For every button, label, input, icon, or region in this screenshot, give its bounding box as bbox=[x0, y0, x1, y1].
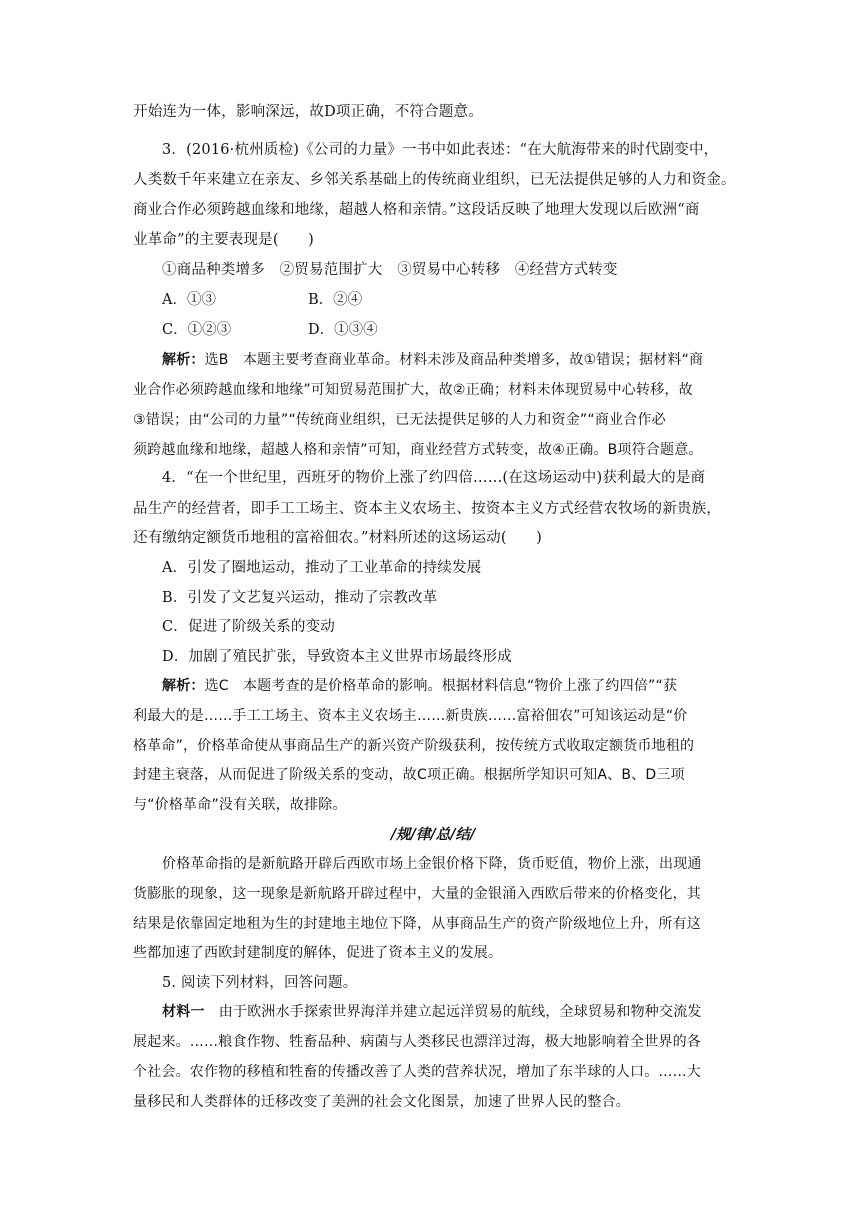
q4-analysis-text: 选C 本题考查的是价格革命的影响。根据材料信息“物价上涨了约四倍”“获 bbox=[204, 678, 678, 694]
q4-option-a: A．引发了圈地运动，推动了工业革命的持续发展 bbox=[162, 560, 482, 576]
q4-stem-line3: 还有缴纳定额货币地租的富裕佃农。”材料所述的这场运动( ) bbox=[133, 530, 542, 546]
q4-analysis-line2: 利最大的是……手工工场主、资本主义农场主……新贵族……富裕佃农”可知该运动是“价 bbox=[133, 708, 688, 724]
q3-stem-line2: 人类数千年来建立在亲友、乡邻关系基础上的传统商业组织，已无法提供足够的人力和资金。 bbox=[133, 172, 736, 188]
q3-analysis-line1 bbox=[162, 350, 733, 370]
q4-stem-line1: 4．“在一个世纪里，西班牙的物价上涨了约四倍……(在这场运动中)获利最大的是商 bbox=[162, 470, 706, 486]
summary-line3: 结果是依靠固定地租为生的封建地主地位下降，从事商品生产的资产阶级地位上升，所有这 bbox=[133, 916, 701, 932]
q5-material-line3: 个社会。农作物的移植和牲畜的传播改善了人类的营养状况，增加了东半球的人口。……大 bbox=[133, 1064, 701, 1080]
q4-option-b: B．引发了文艺复兴运动，推动了宗教改革 bbox=[162, 590, 438, 606]
q3-option-d: D．①③④ bbox=[308, 322, 378, 338]
q2-tail-text: 开始连为一体，影响深远，故D项正确，不符合题意。 bbox=[133, 104, 483, 120]
q3-items: ①商品种类增多 ②贸易范围扩大 ③贸易中心转移 ④经营方式转变 bbox=[162, 262, 618, 278]
summary-title: /规/律/总/结/ bbox=[390, 826, 476, 843]
q3-analysis-line4: 须跨越血缘和地缘，超越人格和亲情”可知，商业经营方式转变，故④正确。B项符合题意。 bbox=[133, 442, 703, 458]
q3-analysis-line2: 业合作必须跨越血缘和地缘”可知贸易范围扩大，故②正确；材料未体现贸易中心转移，故 bbox=[133, 382, 693, 398]
q4-analysis-line4: 封建主衰落，从而促进了阶级关系的变动，故C项正确。根据所学知识可知A、B、D三项 bbox=[133, 767, 685, 783]
q5-material-label: 材料一 bbox=[162, 1004, 205, 1020]
q4-option-d: D．加剧了殖民扩张，导致资本主义世界市场最终形成 bbox=[162, 649, 512, 665]
q4-analysis-line1 bbox=[162, 676, 733, 696]
q3-stem-line3: 商业合作必须跨越血缘和地缘，超越人格和亲情。”这段话反映了地理大发现以后欧洲“商 bbox=[133, 202, 700, 218]
q4-analysis-line3: 格革命”，价格革命使从事商品生产的新兴资产阶级获利，按传统方式收取定额货币地租的 bbox=[133, 738, 695, 754]
q4-analysis-label: 解析： bbox=[162, 678, 205, 694]
q3-option-c: C．①②③ bbox=[162, 322, 232, 338]
q5-material-line1 bbox=[162, 1002, 733, 1022]
q4-option-c: C．促进了阶级关系的变动 bbox=[162, 619, 335, 635]
q5-stem: 5. 阅读下列材料，回答问题。 bbox=[162, 975, 358, 991]
q4-analysis-line5: 与“价格革命”没有关联，故排除。 bbox=[133, 797, 347, 813]
q3-option-a: A．①③ bbox=[162, 292, 216, 308]
q5-material-line4: 量移民和人类群体的迁移改变了美洲的社会文化图景，加速了世界人民的整合。 bbox=[133, 1094, 630, 1110]
summary-line2: 货膨胀的现象，这一现象是新航路开辟过程中，大量的金银涌入西欧后带来的价格变化，其 bbox=[133, 886, 701, 902]
q3-option-b: B．②④ bbox=[308, 292, 363, 308]
summary-line1: 价格革命指的是新航路开辟后西欧市场上金银价格下降，货币贬值，物价上涨，出现通 bbox=[162, 856, 702, 872]
q3-analysis-line3: ③错误；由“公司的力量”“传统商业组织，已无法提供足够的人力和资金”“商业合作必 bbox=[133, 412, 666, 428]
q3-analysis-label: 解析： bbox=[162, 352, 205, 368]
q3-stem-line4: 业革命”的主要表现是( ) bbox=[133, 232, 315, 248]
q5-material-line2: 展起来。……粮食作物、牲畜品种、病菌与人类移民也漂洋过海，极大地影响着全世界的各 bbox=[133, 1034, 701, 1050]
q3-analysis-text: 选B 本题主要考查商业革命。材料未涉及商品种类增多，故①错误；据材料“商 bbox=[204, 352, 704, 368]
q4-stem-line2: 品生产的经营者，即手工工场主、资本主义农场主、按资本主义方式经营农牧场的新贵族， bbox=[133, 501, 721, 517]
summary-line4: 些都加速了西欧封建制度的解体，促进了资本主义的发展。 bbox=[133, 945, 503, 961]
q5-material-text: 由于欧洲水手探索世界海洋并建立起远洋贸易的航线，全球贸易和物种交流发 bbox=[204, 1004, 702, 1020]
q3-stem-line1: 3．(2016·杭州质检)《公司的力量》一书中如此表述：“在大航海带来的时代剧变中， bbox=[162, 142, 719, 158]
